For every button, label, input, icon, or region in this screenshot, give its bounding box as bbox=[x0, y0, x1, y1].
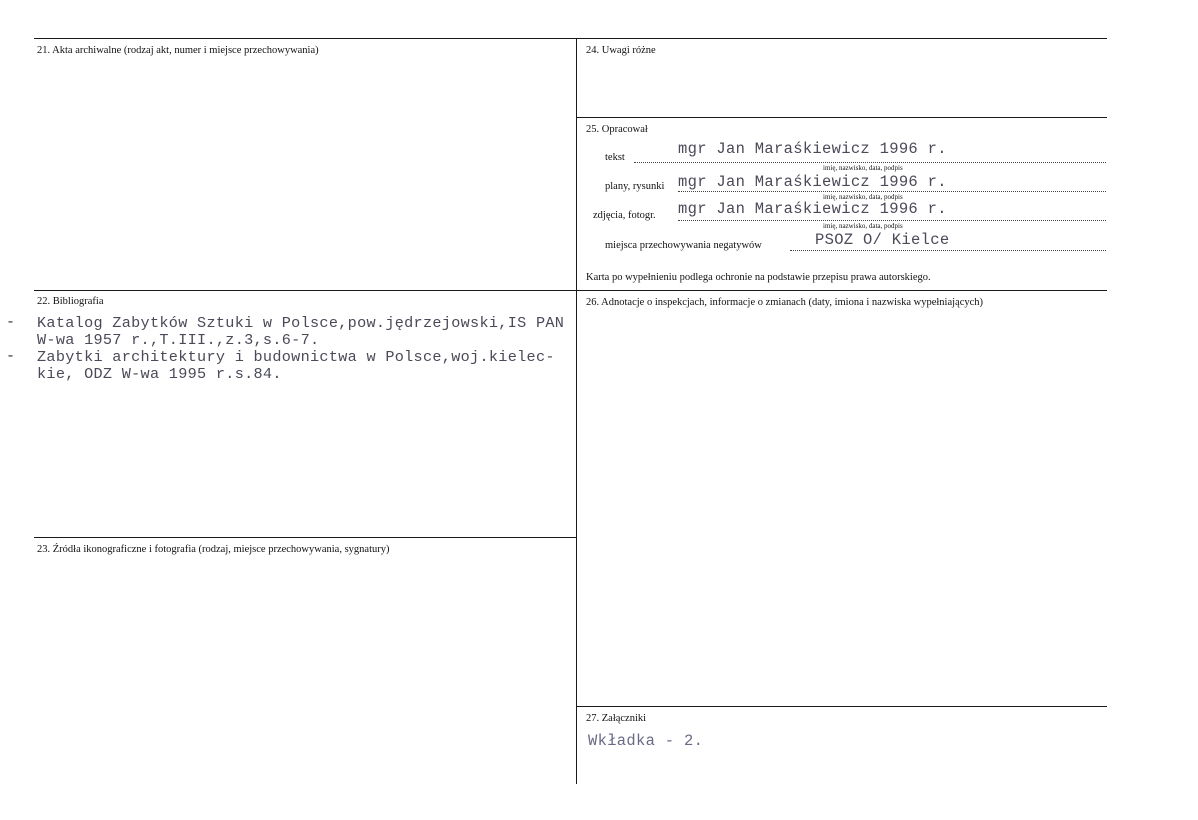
author-text-value: mgr Jan Maraśkiewicz 1996 r. bbox=[678, 140, 947, 158]
bibliography-bullet: - bbox=[6, 314, 16, 331]
bibliography-entry-2-line-2: kie, ODZ W-wa 1995 r.s.84. bbox=[37, 365, 282, 383]
section-23-label: 23. Źródła ikonograficzne i fotografia (rodzaj, miejsce przechowywania, sygnatury) bbox=[37, 544, 390, 555]
author-photos-value: mgr Jan Maraśkiewicz 1996 r. bbox=[678, 200, 947, 218]
author-plans-caption: imię, nazwisko, data, podpis bbox=[823, 193, 903, 201]
section-27-label: 27. Załączniki bbox=[586, 713, 647, 724]
rule-21-22 bbox=[34, 290, 576, 291]
author-text-label: tekst bbox=[605, 152, 625, 163]
author-text-caption: imię, nazwisko, data, podpis bbox=[823, 164, 903, 172]
negatives-storage-label: miejsca przechowywania negatywów bbox=[605, 240, 762, 251]
rule-24-25 bbox=[576, 117, 1107, 118]
section-24-label: 24. Uwagi różne bbox=[586, 45, 656, 56]
author-plans-line bbox=[678, 191, 1106, 192]
bibliography-entry-1-line-1: Katalog Zabytków Sztuki w Polsce,pow.jędrzejowski,IS PAN bbox=[37, 314, 565, 332]
negatives-storage-value: PSOZ O/ Kielce bbox=[815, 231, 950, 249]
negatives-storage-line bbox=[790, 250, 1106, 251]
rule-26-27 bbox=[576, 706, 1107, 707]
section-25-label: 25. Opracował bbox=[586, 124, 648, 135]
rule-22-23 bbox=[34, 537, 576, 538]
section-21-label: 21. Akta archiwalne (rodzaj akt, numer i miejsce przechowywania) bbox=[37, 45, 319, 56]
attachments-value: Wkładka - 2. bbox=[588, 732, 704, 750]
author-photos-line bbox=[678, 220, 1106, 221]
author-photos-label: zdjęcia, fotogr. bbox=[593, 210, 656, 221]
copyright-note: Karta po wypełnieniu podlega ochronie na podstawie przepisu prawa autorskiego. bbox=[586, 272, 931, 283]
bibliography-bullet: - bbox=[6, 348, 16, 365]
top-rule-right bbox=[576, 38, 1107, 39]
section-22-label: 22. Bibliografia bbox=[37, 296, 104, 307]
center-divider bbox=[576, 38, 577, 784]
author-text-line bbox=[634, 162, 1106, 163]
rule-25-26 bbox=[576, 290, 1107, 291]
author-plans-value: mgr Jan Maraśkiewicz 1996 r. bbox=[678, 173, 947, 191]
bibliography-entry-1-line-2: W-wa 1957 r.,T.III.,z.3,s.6-7. bbox=[37, 331, 320, 349]
top-rule-left bbox=[34, 38, 576, 39]
section-26-label: 26. Adnotacje o inspekcjach, informacje o zmianach (daty, imiona i nazwiska wypełniających) bbox=[586, 297, 984, 308]
bibliography-entry-2-line-1: Zabytki architektury i budownictwa w Polsce,woj.kielec- bbox=[37, 348, 555, 366]
author-plans-label: plany, rysunki bbox=[605, 181, 665, 192]
author-photos-caption: imię, nazwisko, data, podpis bbox=[823, 222, 903, 230]
